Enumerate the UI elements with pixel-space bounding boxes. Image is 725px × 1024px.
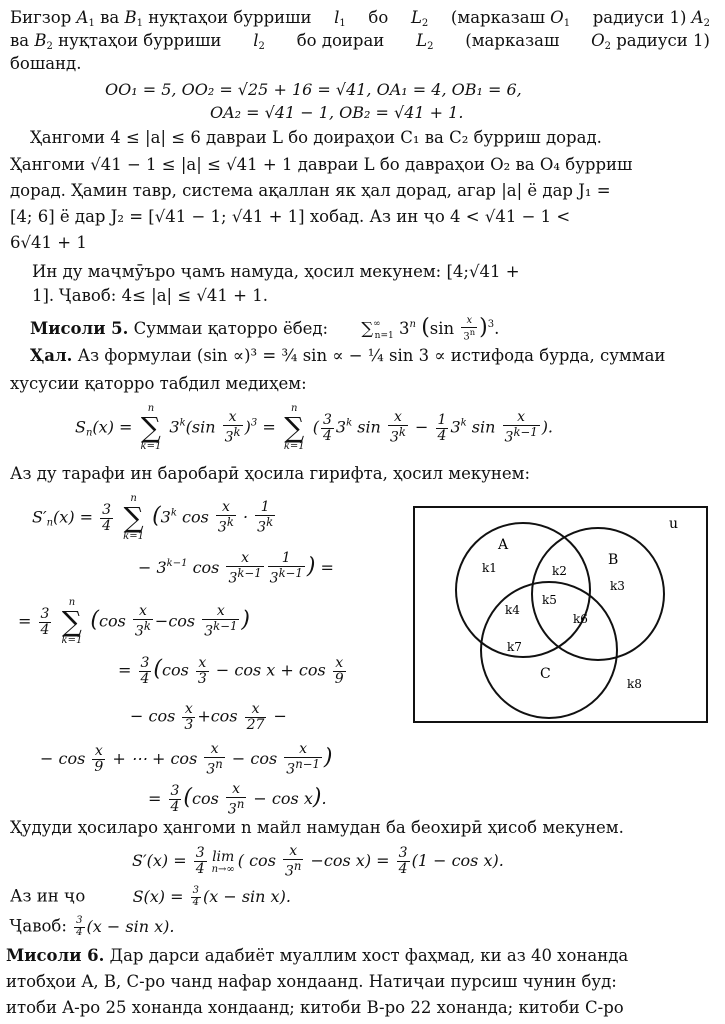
equation-derivative: = $\frac{3}{4}$ (cos $\frac{x}{3}$ − cos x + cos $\frac{x}{9}$ <box>118 655 344 687</box>
equation-derivative: = $\frac{3}{4}$ (cos $\frac{x}{3^n}$ − cos x). <box>148 781 327 818</box>
text-line: итоби A-ро 25 хонанда хондаанд; китоби B-ро 22 хонанда; китоби C-ро <box>6 998 624 1017</box>
text-line: Ҳангоми 4 ≤ |a| ≤ 6 давраи L бо доираҳои C₁ ва C₂ бурриш дорад. <box>30 128 602 147</box>
region-label: k8 <box>627 677 642 691</box>
text-line: хусусии қаторро табдил медиҳем: <box>10 374 307 393</box>
equation-derivative: − $3^{k-1}$ cos $\frac{x}{3^{k-1}}$ $\frac{1}{3^{k-1}}$ ) = <box>138 550 334 587</box>
answer-line: Ҷавоб: $\frac{3}{4}$ (x − sin x). <box>10 915 175 938</box>
text-line: Ҳангоми √41 − 1 ≤ |a| ≤ √41 + 1 давраи L бо давраҳои O₂ ва O₄ бурриш <box>10 155 633 174</box>
region-label: k1 <box>482 561 497 575</box>
equation-derivative: − cos $\frac{x}{9}$ + ⋯ + cos $\frac{x}{3^n}$ − cos $\frac{x}{3^{n-1}}$ ) <box>40 741 333 778</box>
equation-sn: $S_n(x)$ = n ∑ k=1 3$^k$(sin $\frac{x}{3^k}$ )$^3$ = n ∑ k=1 ( $\frac{3}{4}$ 3$^k$ sin $\frac{x}{3^k}$ − $\frac{1}{4}$ 3$^k$ sin $\frac{x}{3^{k-1}}$ ). <box>75 403 554 452</box>
text-line: дорад. Ҳамин тавр, система ақаллан як ҳал дорад, агар |a| ё дар J₁ = <box>10 181 611 200</box>
text-line: [4; 6] ё дар J₂ = [√41 − 1; √41 + 1] хобад. Аз ин ҷо 4 < √41 − 1 < <box>10 207 571 226</box>
solution-line: Ҳал. Аз формулаи (sin ∝)³ = ¾ sin ∝ − ¼ sin 3 ∝ истифода бурда, суммаи <box>30 346 666 365</box>
region-label: k3 <box>610 579 625 593</box>
text-line: Аз ин ҷо S(x) = $\frac{3}{4}$ (x − sin x). <box>10 885 291 908</box>
set-b-label: B <box>608 552 619 568</box>
region-label: k2 <box>552 564 567 578</box>
set-a-label: A <box>498 537 509 553</box>
example-heading: Мисоли 5. Суммаи қаторро ёбед: $\sum^\infty_{n=1}$ 3$^n$ (sin $\frac{x}{3^n}$ )$^3$. <box>30 315 500 343</box>
equation: OO₁ = 5, OO₂ = √25 + 16 = √41, OA₁ = 4, OB₁ = 6, <box>105 80 522 99</box>
equation-derivative: $S'_n(x)$ = $\frac{3}{4}$ n ∑ k=1 (3$^k$ cos $\frac{x}{3^k}$ · $\frac{1}{3^k}$ <box>32 493 274 542</box>
equation-derivative: − cos $\frac{x}{3}$ +cos $\frac{x}{27}$ − <box>130 701 287 733</box>
venn-diagram <box>413 506 709 724</box>
text-line: 1]. Ҷавоб: 4≤ |a| ≤ √41 + 1. <box>32 286 268 305</box>
example-heading: Мисоли 6. Дар дарси адабиёт муаллим хост фаҳмад, ки аз 40 хонанда <box>6 946 629 965</box>
region-label: k7 <box>507 640 522 654</box>
equation-limit: S′(x) = $\frac{3}{4}$ lim n→∞ ( cos $\frac{x}{3^n}$ −cos x) = $\frac{3}{4}$ (1 − cos x). <box>132 843 504 880</box>
text-line: 6√41 + 1 <box>10 233 87 252</box>
text-line: ва $B_2$ нуқтаҳои бурриши $l_2$ бо доираи $L_2$ (марказаш $O_2$ радиуси 1) <box>10 31 710 52</box>
equation: OA₂ = √41 − 1, OB₂ = √41 + 1. <box>210 103 464 122</box>
text-line: Бигзор $A_1$ ва $B_1$ нуқтаҳои бурриши $l_1$ бо $L_2$ (марказаш $O_1$ радиуси 1) $A_2$ <box>10 8 710 29</box>
text-line: Ин ду маҷмӯъро ҷамъ намуда, ҳосил мекунем: [4;√41 + <box>32 262 520 281</box>
region-label: k5 <box>542 593 557 607</box>
universe-label: u <box>669 516 679 532</box>
text-line: итобҳои A, B, C-ро чанд нафар хондаанд. Натиҷаи пурсиш чунин буд: <box>6 972 617 991</box>
text-line: бошанд. <box>10 54 82 73</box>
text-line: Аз ду тарафи ин баробарӣ ҳосила гирифта, ҳосил мекунем: <box>10 464 531 483</box>
region-label: k6 <box>573 612 588 626</box>
text-line: Ҳудуди ҳосиларо ҳангоми n майл намудан ба беохирӣ ҳисоб мекунем. <box>10 818 624 837</box>
equation-derivative: = $\frac{3}{4}$ n ∑ k=1 (cos $\frac{x}{3^k}$ −cos $\frac{x}{3^{k-1}}$ ) <box>18 597 250 646</box>
region-label: k4 <box>505 603 520 617</box>
set-c-label: C <box>540 666 551 682</box>
